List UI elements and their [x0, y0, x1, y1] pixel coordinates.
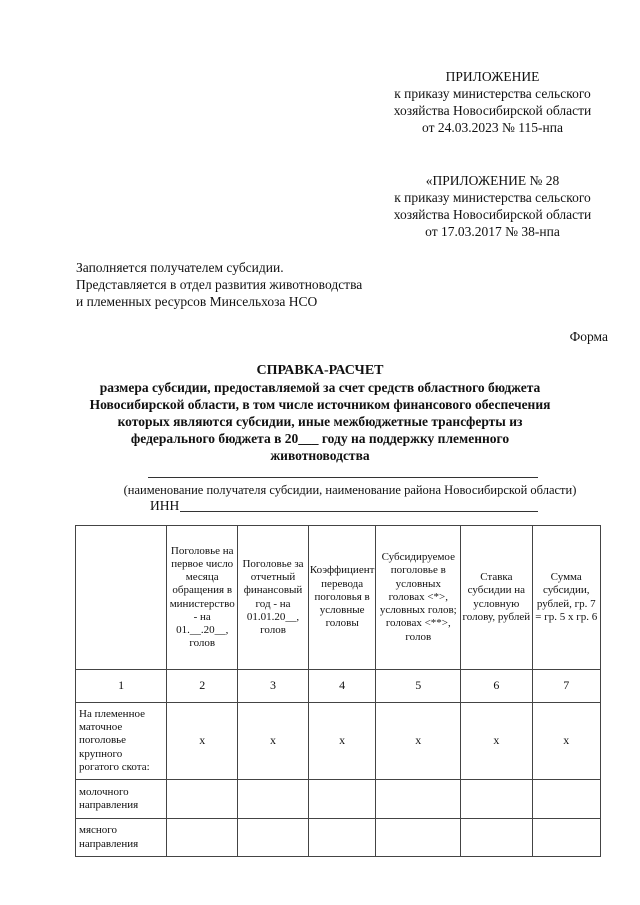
- table-cell[interactable]: [167, 780, 238, 819]
- appendix-1-title: ПРИЛОЖЕНИЕ: [445, 69, 540, 84]
- table-cell[interactable]: [238, 819, 309, 857]
- appendix-1-line: от 24.03.2023 № 115-нпа: [422, 120, 563, 135]
- appendix-1-line: хозяйства Новосибирской области: [393, 103, 592, 118]
- column-number: 2: [167, 670, 238, 703]
- table-cell: x: [167, 703, 238, 780]
- row-label: На племенное маточное поголовье крупного рогатого скота:: [76, 703, 167, 780]
- note-line: Заполняется получателем субсидии.: [76, 260, 284, 275]
- table-cell: x: [461, 703, 532, 780]
- column-header: Поголовье на первое число месяца обращения в министерство - на 01.__.20__, голов: [167, 526, 238, 670]
- column-number: 5: [376, 670, 461, 703]
- column-number: 6: [461, 670, 532, 703]
- column-number: 3: [238, 670, 309, 703]
- table-cell[interactable]: [167, 819, 238, 857]
- table-cell[interactable]: [461, 780, 532, 819]
- appendix-2-line: от 17.03.2017 № 38-нпа: [425, 224, 560, 239]
- document-subtitle-line: которых являются субсидии, иные межбюджетные трансферты из: [117, 414, 523, 429]
- document-title: СПРАВКА-РАСЧЕТ: [256, 363, 384, 378]
- column-header: Субсидируемое поголовье в условных головах <*>, условных голов; головах <**>, голов: [376, 526, 461, 670]
- table-cell[interactable]: [308, 819, 376, 857]
- recipient-caption: (наименование получателя субсидии, наименование района Новосибирской области): [123, 483, 577, 497]
- column-number: 1: [76, 670, 167, 703]
- table-cell[interactable]: [376, 819, 461, 857]
- form-label: Форма: [569, 329, 608, 344]
- inn-line[interactable]: [180, 511, 538, 512]
- note-line: и племенных ресурсов Минсельхоза НСО: [76, 294, 318, 309]
- column-number: 4: [308, 670, 376, 703]
- table-cell[interactable]: [238, 780, 309, 819]
- table-cell[interactable]: [461, 819, 532, 857]
- table-cell[interactable]: [532, 780, 601, 819]
- column-header: Ставка субсидии на условную голову, рублей: [461, 526, 532, 670]
- appendix-1-line: к приказу министерства сельского: [394, 86, 591, 101]
- document-subtitle-line: федерального бюджета в 20___ году на поддержку племенного: [130, 431, 510, 446]
- table-cell: x: [376, 703, 461, 780]
- row-label: мясного направления: [76, 819, 167, 857]
- document-subtitle-line: Новосибирской области, в том числе источником финансового обеспечения: [89, 397, 551, 412]
- subsidy-table: [75, 525, 601, 857]
- row-label: молочного направления: [76, 780, 167, 819]
- inn-label: ИНН: [150, 498, 180, 513]
- table-cell[interactable]: [376, 780, 461, 819]
- table-cell[interactable]: [308, 780, 376, 819]
- appendix-2: [380, 172, 605, 240]
- table-row: [76, 780, 601, 819]
- table-header-row: [76, 526, 601, 670]
- table-cell: x: [308, 703, 376, 780]
- table-cell[interactable]: [532, 819, 601, 857]
- recipient-name-line[interactable]: [148, 477, 538, 478]
- document-subtitle-line: животноводства: [270, 448, 370, 463]
- table-row: [76, 819, 601, 857]
- document-heading: [40, 362, 600, 464]
- submission-note: [76, 259, 362, 310]
- column-header: Поголовье за отчетный финансовый год - на 01.01.20__, голов: [238, 526, 309, 670]
- table-cell: x: [532, 703, 601, 780]
- table-cell: x: [238, 703, 309, 780]
- column-number-row: [76, 670, 601, 703]
- appendix-2-line: к приказу министерства сельского: [394, 190, 591, 205]
- column-header: Коэффициент перевода поголовья в условные головы: [308, 526, 376, 670]
- note-line: Представляется в отдел развития животноводства: [76, 277, 363, 292]
- appendix-2-line: хозяйства Новосибирской области: [393, 207, 592, 222]
- column-header: Сумма субсидии, рублей, гр. 7 = гр. 5 x гр. 6: [532, 526, 601, 670]
- column-header: [76, 526, 167, 670]
- appendix-2-title: «ПРИЛОЖЕНИЕ № 28: [425, 173, 560, 188]
- appendix-1: [380, 68, 605, 136]
- table-row: [76, 703, 601, 780]
- document-subtitle-line: размера субсидии, предоставляемой за счет средств областного бюджета: [99, 380, 541, 395]
- column-number: 7: [532, 670, 601, 703]
